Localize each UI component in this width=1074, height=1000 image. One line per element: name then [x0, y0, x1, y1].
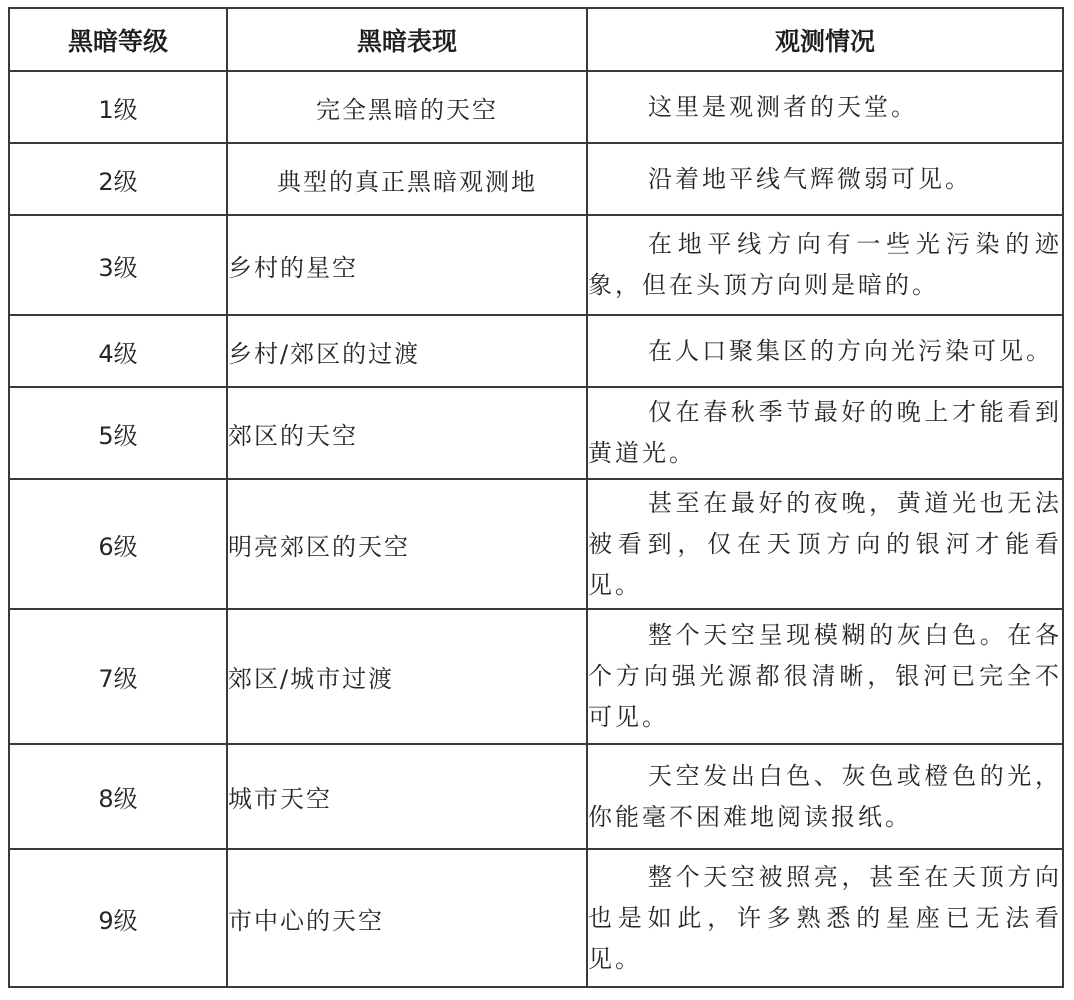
table-row — [9, 71, 1063, 143]
observation-cell: 整个天空呈现模糊的灰白色。在各个方向强光源都很清晰，银河已完全不可见。 — [587, 609, 1063, 744]
header-darkness-phenomenon: 黑暗表现 — [227, 8, 587, 71]
level-cell: 2级 — [9, 143, 227, 215]
table-row — [9, 143, 1063, 215]
observation-cell: 仅在春秋季节最好的晚上才能看到黄道光。 — [587, 387, 1063, 479]
phenomenon-cell: 乡村/郊区的过渡 — [227, 315, 587, 387]
table-row — [9, 744, 1063, 849]
observation-cell: 在人口聚集区的方向光污染可见。 — [587, 315, 1063, 387]
table-row — [9, 609, 1063, 744]
phenomenon-cell: 明亮郊区的天空 — [227, 479, 587, 609]
level-cell: 9级 — [9, 849, 227, 987]
level-cell: 4级 — [9, 315, 227, 387]
table-row — [9, 215, 1063, 315]
observation-cell: 在地平线方向有一些光污染的迹象，但在头顶方向则是暗的。 — [587, 215, 1063, 315]
observation-cell: 整个天空被照亮，甚至在天顶方向也是如此，许多熟悉的星座已无法看见。 — [587, 849, 1063, 987]
phenomenon-cell: 完全黑暗的天空 — [227, 71, 587, 143]
table-row — [9, 479, 1063, 609]
phenomenon-cell: 市中心的天空 — [227, 849, 587, 987]
observation-cell: 天空发出白色、灰色或橙色的光，你能毫不困难地阅读报纸。 — [587, 744, 1063, 849]
header-darkness-level: 黑暗等级 — [9, 8, 227, 71]
phenomenon-cell: 乡村的星空 — [227, 215, 587, 315]
level-cell: 7级 — [9, 609, 227, 744]
level-cell: 8级 — [9, 744, 227, 849]
observation-cell: 这里是观测者的天堂。 — [587, 71, 1063, 143]
level-cell: 3级 — [9, 215, 227, 315]
level-cell: 6级 — [9, 479, 227, 609]
observation-cell: 沿着地平线气辉微弱可见。 — [587, 143, 1063, 215]
table-row — [9, 315, 1063, 387]
level-cell: 5级 — [9, 387, 227, 479]
observation-cell: 甚至在最好的夜晚，黄道光也无法被看到，仅在天顶方向的银河才能看见。 — [587, 479, 1063, 609]
phenomenon-cell: 郊区/城市过渡 — [227, 609, 587, 744]
table-header-row — [9, 8, 1063, 71]
phenomenon-cell: 典型的真正黑暗观测地 — [227, 143, 587, 215]
darkness-level-table — [8, 7, 1064, 988]
table-row — [9, 849, 1063, 987]
phenomenon-cell: 城市天空 — [227, 744, 587, 849]
header-observation: 观测情况 — [587, 8, 1063, 71]
phenomenon-cell: 郊区的天空 — [227, 387, 587, 479]
table-row — [9, 387, 1063, 479]
level-cell: 1级 — [9, 71, 227, 143]
